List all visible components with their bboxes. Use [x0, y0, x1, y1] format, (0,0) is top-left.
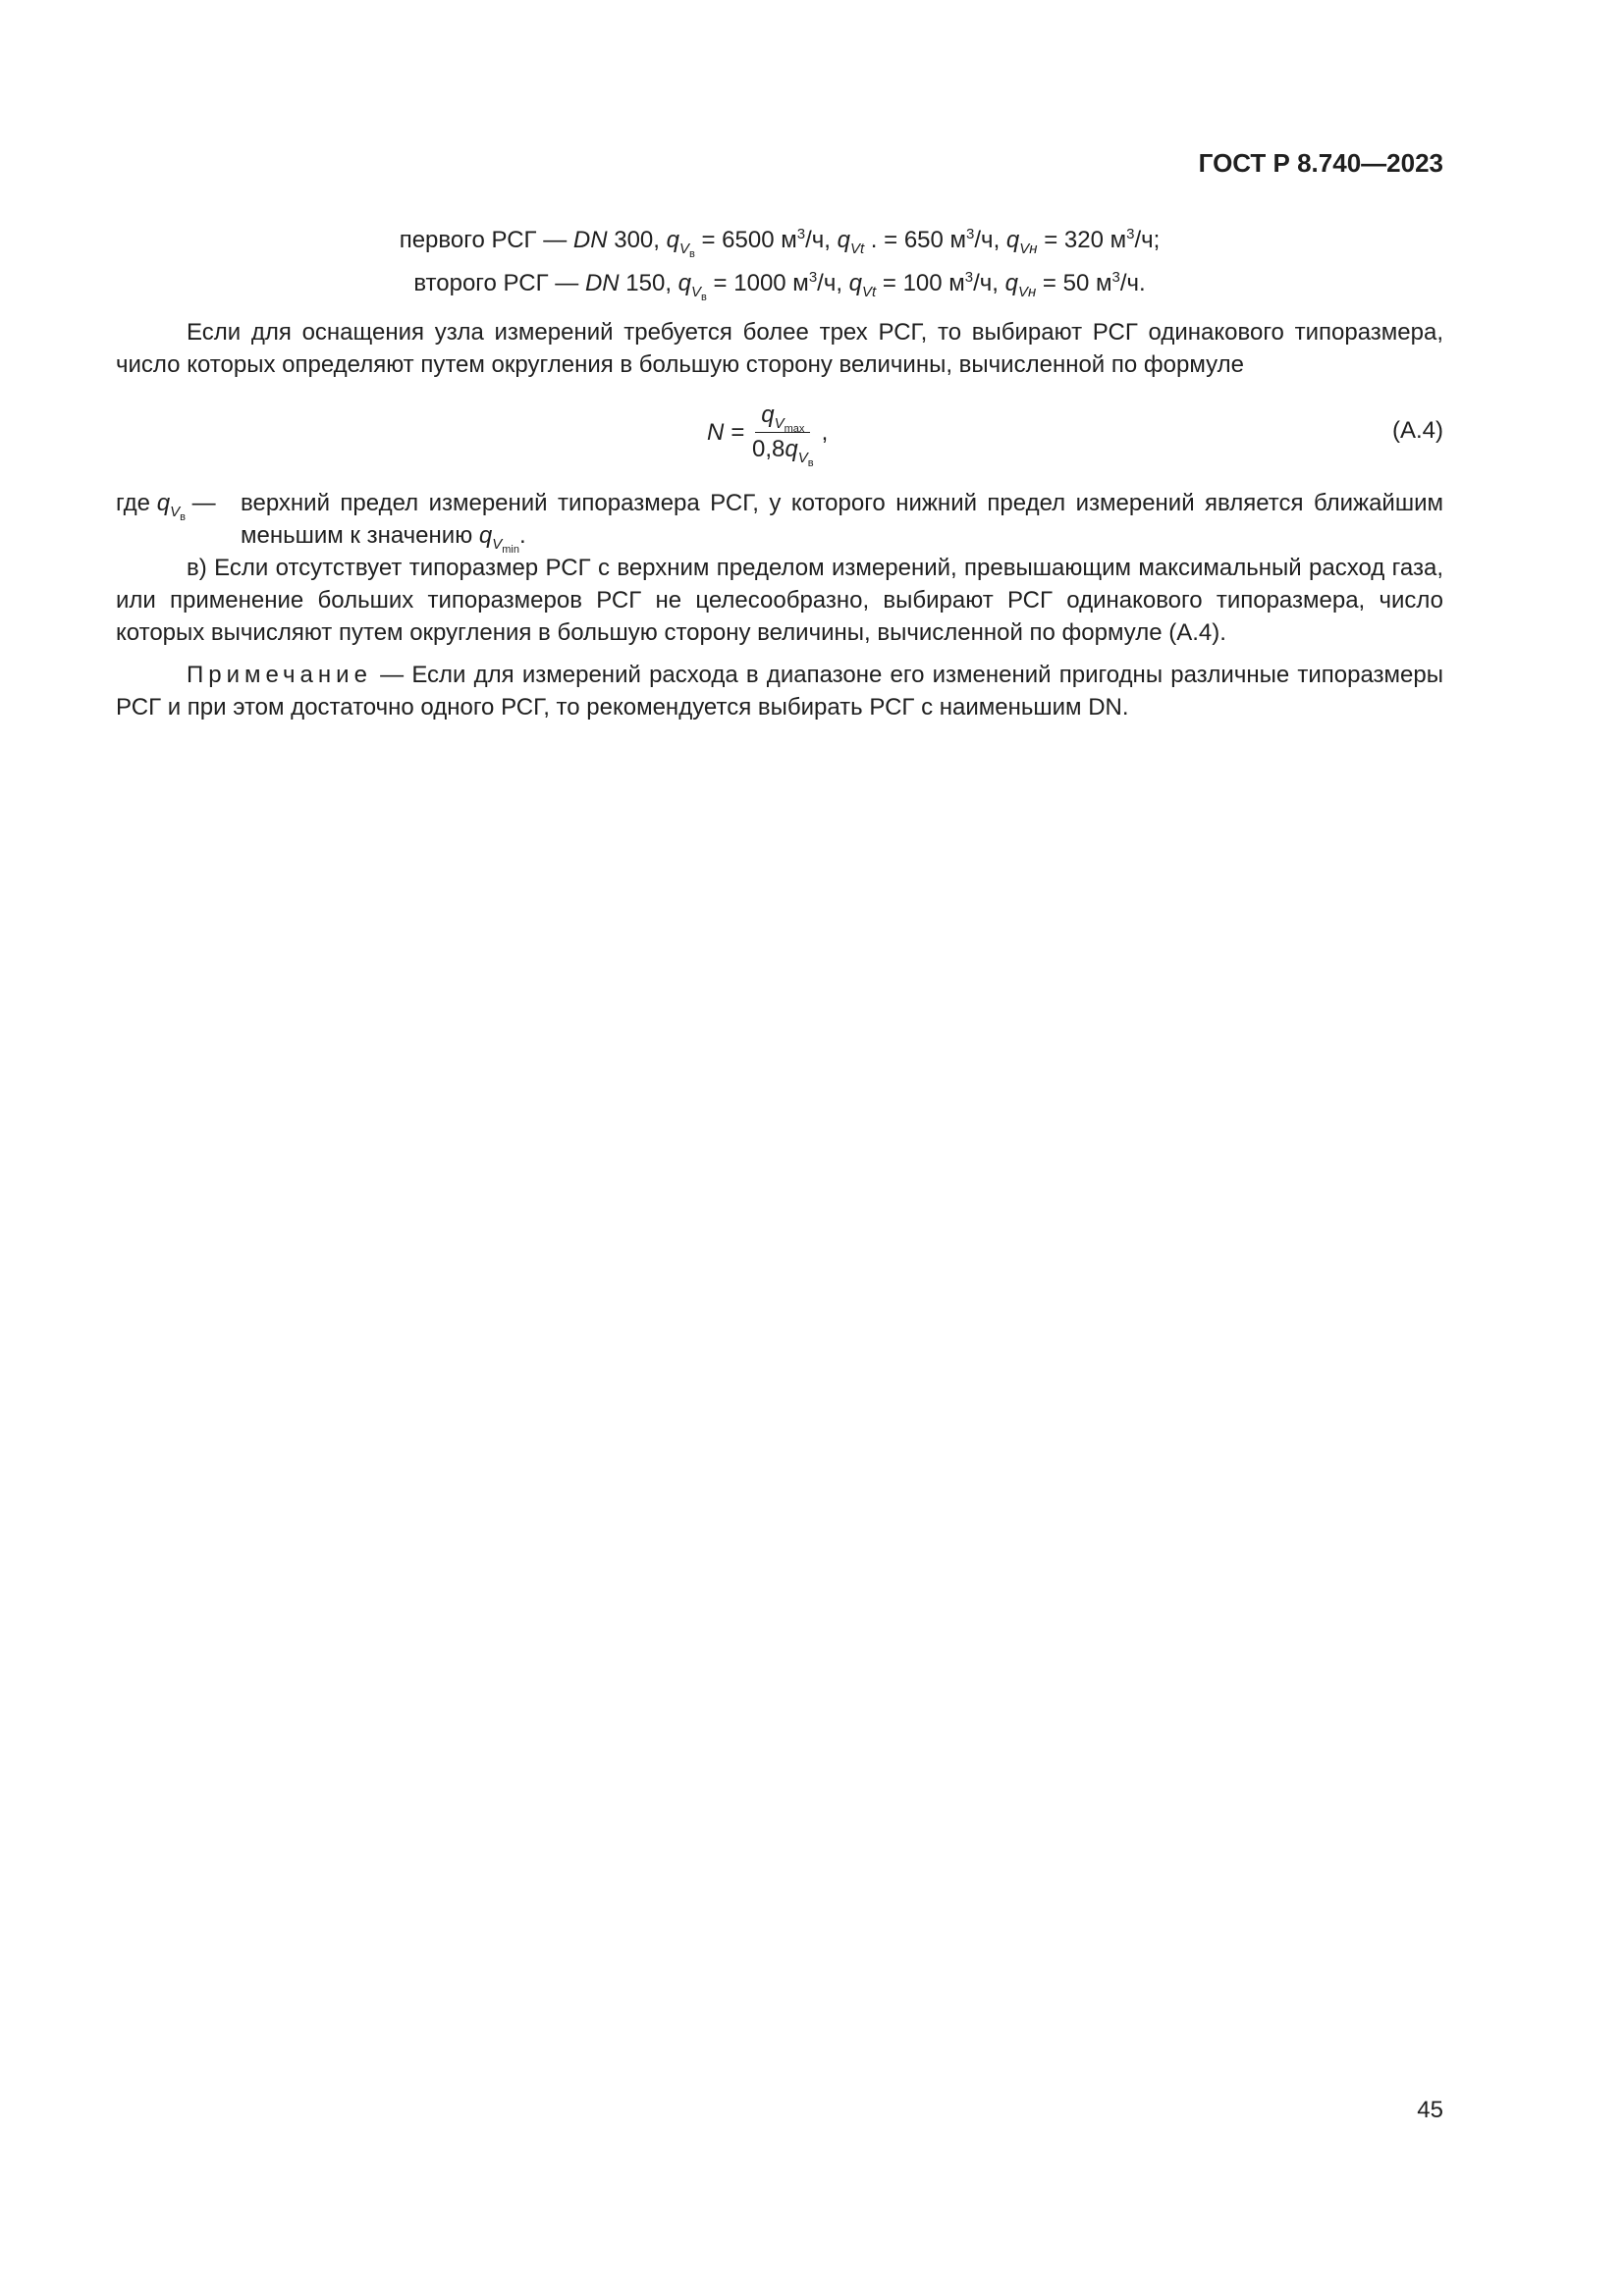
formula-numerator: $q_{V_{max}}$	[755, 401, 810, 433]
formula-number: (А.4)	[1391, 417, 1443, 444]
second-meter-line: второго РСГ — DN 150, $q_{V_в} = 1000$ $м^3/ч$, $q_{Vt} = 100$ $м^3/ч$, $q_{Vн} = 50$ $м^3/ч$.	[413, 269, 1146, 303]
formula-denominator: $0,8q_{V_в}$	[752, 435, 814, 469]
page-number: 45	[1417, 2097, 1443, 2123]
formula-fraction	[746, 400, 820, 469]
note-label: Примечание	[187, 662, 372, 688]
note-text: — Если для измерений расхода в диапазоне его изменений пригодны различные типоразмеры РСГ и при этом достаточно одного РСГ, то рекомендуется выбирать РСГ с наименьшим DN.	[116, 662, 1443, 721]
note	[116, 659, 1443, 723]
paragraph-more-than-three: Если для оснащения узла измерений требуется более трех РСГ, то выбирают РСГ одинакового типоразмера, число которых определяют путем округления в большую сторону величины, вычисленной по формуле	[116, 319, 1443, 378]
where-term: где $q_{V_в}$ —	[116, 490, 216, 523]
first-meter-line: первого РСГ — DN 300, $q_{V_в} = 6500$ $м^3/ч$, $q_{Vt}$ . = 650 $м^3/ч$, $q_{Vн} = 320$ $м^3/ч$;	[399, 226, 1161, 260]
where-definition	[116, 487, 1443, 556]
document-header: ГОСТ Р 8.740—2023	[1198, 148, 1443, 178]
formula-tail: ,	[821, 418, 829, 446]
paragraph-v: в) Если отсутствует типоразмер РСГ с верхним пределом измерений, превышающим максимальный расход газа, или применение больших типоразмеров РСГ не целесообразно, выбирают РСГ одинакового типоразмера, число которых вычисляют путем округления в большую сторону величины, вычисленной по формуле (А.4).	[116, 555, 1443, 646]
where-explanation: верхний предел измерений типоразмера РСГ, у которого нижний предел измерений является ближайшим меньшим к значению $q_{V_{min}}$.	[241, 490, 1443, 556]
formula-lhs: N =	[707, 418, 745, 446]
formula-a4	[707, 393, 828, 471]
